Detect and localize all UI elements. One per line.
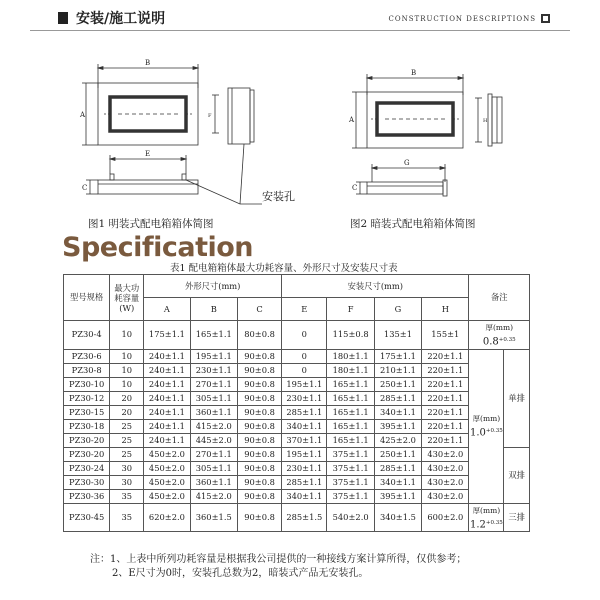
table-cell: 175±1.1 — [144, 321, 190, 350]
header-power: 最大功耗容量 (W) — [110, 275, 144, 321]
cell-model: PZ30-12 — [64, 391, 110, 405]
table-cell: 135±1 — [374, 321, 421, 350]
table-cell: 0 — [282, 363, 327, 377]
table-cell: 360±1.5 — [190, 503, 237, 532]
table-cell: 220±1.1 — [422, 419, 469, 433]
table-cell: 90±0.8 — [237, 503, 281, 532]
cell-model: PZ30-24 — [64, 461, 110, 475]
table-cell: 165±1.1 — [327, 419, 374, 433]
table-cell: 220±1.1 — [422, 433, 469, 447]
table-cell: 90±0.8 — [237, 447, 281, 461]
table-cell: 425±2.0 — [374, 433, 421, 447]
table-cell: 240±1.1 — [144, 405, 190, 419]
table-cell: 25 — [110, 433, 144, 447]
table-cell: 270±1.1 — [190, 377, 237, 391]
table-cell: 90±0.8 — [237, 391, 281, 405]
table-cell: 80±0.8 — [237, 321, 281, 350]
table-row — [64, 405, 530, 419]
table-cell: 35 — [110, 489, 144, 503]
table-cell: 90±0.8 — [237, 489, 281, 503]
dim-e-label: E — [145, 150, 151, 158]
header-remark: 备注 — [469, 275, 530, 321]
table-cell: 220±1.1 — [422, 405, 469, 419]
table-cell: 195±1.1 — [282, 377, 327, 391]
table-cell: 10 — [110, 363, 144, 377]
table-cell: 395±1.1 — [374, 489, 421, 503]
col-h: H — [422, 298, 469, 321]
table-cell: 20 — [110, 405, 144, 419]
cell-model: PZ30-20 — [64, 433, 110, 447]
table-row — [64, 391, 530, 405]
table-cell: 600±2.0 — [422, 503, 469, 532]
table-cell: 90±0.8 — [237, 377, 281, 391]
section-header — [0, 0, 600, 38]
table-cell: 0 — [282, 349, 327, 363]
table-cell: 240±1.1 — [144, 349, 190, 363]
table-cell: 250±1.1 — [374, 377, 421, 391]
table-cell: 175±1.1 — [374, 349, 421, 363]
table-cell: 305±1.1 — [190, 461, 237, 475]
header-model: 型号规格 — [64, 275, 110, 321]
cell-model: PZ30-30 — [64, 475, 110, 489]
table-cell: 195±1.1 — [282, 447, 327, 461]
table-row — [64, 447, 530, 461]
table-cell: 360±1.1 — [190, 475, 237, 489]
table-row — [64, 503, 530, 532]
table-cell: 165±1.1 — [327, 377, 374, 391]
table-cell: 90±0.8 — [237, 419, 281, 433]
figure2-caption: 图2 暗装式配电箱箱体简图 — [350, 218, 476, 230]
header-square-icon — [541, 14, 550, 23]
table-cell: 220±1.1 — [422, 377, 469, 391]
dim-a-label: A — [80, 111, 86, 119]
table-cell: 90±0.8 — [237, 349, 281, 363]
dim-f-label: F — [208, 113, 212, 119]
table-cell: 430±2.0 — [422, 461, 469, 475]
cell-model: PZ30-6 — [64, 349, 110, 363]
table-cell: 375±1.1 — [327, 489, 374, 503]
table-cell: 450±2.0 — [144, 489, 190, 503]
remark-arrangement: 单排 — [504, 349, 530, 447]
table-cell: 165±1.1 — [327, 405, 374, 419]
table-notes — [90, 553, 466, 581]
remark-arrangement: 三排 — [504, 503, 530, 532]
header-bullet-icon — [58, 12, 68, 24]
table-row — [64, 419, 530, 433]
table-cell: 285±1.1 — [282, 475, 327, 489]
table-cell: 30 — [110, 475, 144, 489]
dim-a2-label: A — [349, 116, 355, 124]
table-cell: 90±0.8 — [237, 475, 281, 489]
table-cell: 340±1.5 — [374, 503, 421, 532]
table-cell: 340±1.1 — [282, 489, 327, 503]
table-cell: 305±1.1 — [190, 391, 237, 405]
col-a: A — [144, 298, 190, 321]
table-cell: 375±1.1 — [327, 475, 374, 489]
table-row — [64, 349, 530, 363]
cell-model: PZ30-45 — [64, 503, 110, 532]
note-1: 注：1、上表中所列功耗容量是根据我公司提供的一种接线方案计算所得，仅供参考； — [90, 554, 467, 565]
table-cell: 240±1.1 — [144, 377, 190, 391]
table-cell: 340±1.1 — [374, 475, 421, 489]
table-cell: 90±0.8 — [237, 461, 281, 475]
spec-table — [63, 274, 530, 532]
table-row — [64, 475, 530, 489]
table-cell: 0 — [282, 321, 327, 350]
col-b: B — [190, 298, 237, 321]
table-cell: 340±1.1 — [282, 419, 327, 433]
cell-model: PZ30-36 — [64, 489, 110, 503]
table-cell: 10 — [110, 377, 144, 391]
table-cell: 415±2.0 — [190, 419, 237, 433]
table-cell: 285±1.1 — [374, 461, 421, 475]
table-row — [64, 321, 530, 350]
table-cell: 285±1.5 — [282, 503, 327, 532]
table-cell: 430±2.0 — [422, 447, 469, 461]
table-row — [64, 461, 530, 475]
header-outer-dims: 外形尺寸(mm) — [144, 275, 282, 298]
table-caption: 表1 配电箱箱体最大功耗容量、外形尺寸及安装尺寸表 — [170, 263, 398, 274]
table-cell: 220±1.1 — [422, 349, 469, 363]
table-cell: 180±1.1 — [327, 363, 374, 377]
header-install-dims: 安装尺寸(mm) — [282, 275, 469, 298]
col-c: C — [237, 298, 281, 321]
table-cell: 220±1.1 — [422, 363, 469, 377]
table-row — [64, 363, 530, 377]
dim-c2-label: C — [352, 184, 358, 192]
table-cell: 35 — [110, 503, 144, 532]
remark-thickness: 厚(mm) $0.8^{+0.35}$ — [469, 321, 530, 350]
table-cell: 10 — [110, 321, 144, 350]
table-cell: 540±2.0 — [327, 503, 374, 532]
header-title: 安装/施工说明 — [76, 11, 166, 27]
col-f: F — [327, 298, 374, 321]
figure1-caption: 图1 明装式配电箱箱体简图 — [88, 218, 214, 230]
table-cell: 10 — [110, 349, 144, 363]
table-cell: 450±2.0 — [144, 461, 190, 475]
table-cell: 395±1.1 — [374, 419, 421, 433]
table-cell: 240±1.1 — [144, 419, 190, 433]
dim-c-label: C — [82, 184, 88, 192]
remark-thickness: 厚(mm) $1.0^{+0.35}$ — [469, 349, 504, 503]
table-cell: 90±0.8 — [237, 363, 281, 377]
cell-model: PZ30-4 — [64, 321, 110, 350]
table-cell: 270±1.1 — [190, 447, 237, 461]
table-cell: 370±1.1 — [282, 433, 327, 447]
cell-model: PZ30-10 — [64, 377, 110, 391]
table-cell: 430±2.0 — [422, 489, 469, 503]
cell-model: PZ30-15 — [64, 405, 110, 419]
table-cell: 195±1.1 — [190, 349, 237, 363]
dim-b2-label: B — [411, 69, 417, 77]
dim-g-label: G — [404, 159, 410, 167]
col-g: G — [374, 298, 421, 321]
mounting-hole-label: 安装孔 — [262, 190, 295, 203]
table-row — [64, 433, 530, 447]
cell-model: PZ30-8 — [64, 363, 110, 377]
table-row — [64, 489, 530, 503]
remark-arrangement: 双排 — [504, 447, 530, 503]
table-cell: 155±1 — [422, 321, 469, 350]
table-cell: 165±1.1 — [190, 321, 237, 350]
table-cell: 210±1.1 — [374, 363, 421, 377]
remark-thickness: 厚(mm) $1.2^{+0.35}$ — [469, 503, 504, 532]
table-cell: 445±2.0 — [190, 433, 237, 447]
table-cell: 340±1.1 — [374, 405, 421, 419]
table-cell: 285±1.1 — [282, 405, 327, 419]
table-cell: 430±2.0 — [422, 475, 469, 489]
table-cell: 165±1.1 — [327, 391, 374, 405]
table-cell: 285±1.1 — [374, 391, 421, 405]
table-cell: 165±1.1 — [327, 433, 374, 447]
table-cell: 25 — [110, 419, 144, 433]
table-cell: 375±1.1 — [327, 461, 374, 475]
table-cell: 90±0.8 — [237, 433, 281, 447]
specification-title: Specification — [62, 232, 254, 263]
table-cell: 20 — [110, 391, 144, 405]
cell-model: PZ30-20 — [64, 447, 110, 461]
table-cell: 375±1.1 — [327, 447, 374, 461]
table-cell: 360±1.1 — [190, 405, 237, 419]
col-e: E — [282, 298, 327, 321]
table-cell: 90±0.8 — [237, 405, 281, 419]
table-row — [64, 377, 530, 391]
table-cell: 230±1.1 — [282, 461, 327, 475]
header-english-title: CONSTRUCTION DESCRIPTIONS — [388, 15, 536, 23]
table-cell: 220±1.1 — [422, 391, 469, 405]
table-cell: 450±2.0 — [144, 447, 190, 461]
table-cell: 415±2.0 — [190, 489, 237, 503]
table-cell: 240±1.1 — [144, 433, 190, 447]
enclosure-drawings — [0, 40, 600, 240]
dim-b-label: B — [145, 59, 151, 67]
table-cell: 115±0.8 — [327, 321, 374, 350]
table-cell: 240±1.1 — [144, 391, 190, 405]
table-cell: 450±2.0 — [144, 475, 190, 489]
table-cell: 30 — [110, 461, 144, 475]
table-cell: 25 — [110, 447, 144, 461]
note-2: 2、E尺寸为0时，安装孔总数为2，暗装式产品无安装孔。 — [112, 568, 369, 579]
table-cell: 240±1.1 — [144, 363, 190, 377]
table-cell: 620±2.0 — [144, 503, 190, 532]
cell-model: PZ30-18 — [64, 419, 110, 433]
dim-h-label: H — [483, 118, 488, 124]
table-cell: 230±1.1 — [282, 391, 327, 405]
table-cell: 180±1.1 — [327, 349, 374, 363]
table-cell: 230±1.1 — [190, 363, 237, 377]
table-cell: 250±1.1 — [374, 447, 421, 461]
